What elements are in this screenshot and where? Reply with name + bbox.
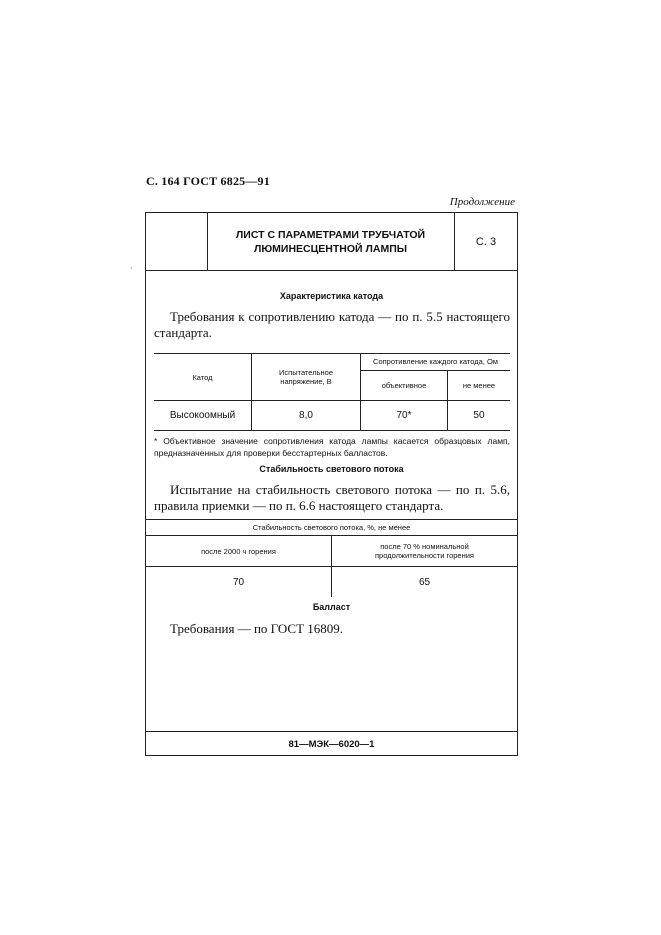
- parameter-sheet-frame: [145, 212, 518, 756]
- footer-code: 81—МЭК—6020—1: [146, 731, 517, 750]
- title-left-cell: [146, 213, 208, 270]
- sheet-title: ЛИСТ С ПАРАМЕТРАМИ ТРУБЧАТОЙ ЛЮМИНЕСЦЕНТНОЙ ЛАМПЫ: [207, 213, 455, 270]
- row-voltage: 8,0: [252, 401, 361, 431]
- row-min: 50: [447, 401, 510, 431]
- page-header: С. 164 ГОСТ 6825—91: [146, 174, 270, 188]
- col-objective-header: объективное: [361, 370, 448, 400]
- margin-mark: ˋ: [130, 266, 133, 275]
- cathode-heading: Характеристика катода: [279, 291, 384, 301]
- sheet-title-row: [146, 213, 517, 271]
- sheet-page-code: С. 3: [475, 235, 497, 248]
- row-objective: 70*: [361, 401, 448, 431]
- continuation-label: Продолжение: [449, 196, 515, 208]
- col-70pct-header: после 70 % номинальной продолжительности горения: [332, 536, 518, 567]
- val-2000h: 70: [146, 567, 332, 598]
- col-resistance-header: Сопротивление каждого катода, Ом: [361, 354, 511, 371]
- cathode-footnote: * Объективное значение сопротивления катода лампы касается образцовых ламп, предназначенных для проверки бесстартерных балластов.: [154, 436, 510, 458]
- col-min-header: не менее: [447, 370, 510, 400]
- ballast-requirement: Требования — по ГОСТ 16809.: [170, 621, 344, 636]
- cathode-requirement: Требования к сопротивлению катода — по п. 5.5 настоящего стандарта.: [154, 309, 510, 340]
- val-70pct: 65: [418, 576, 431, 588]
- col-cathode-header: Катод: [154, 354, 252, 401]
- ballast-heading: Балласт: [312, 602, 351, 612]
- flux-table: [146, 519, 517, 597]
- flux-table-header: Стабильность светового потока, %, не менее: [146, 520, 517, 536]
- col-voltage-header: Испытательное напряжение, В: [252, 354, 361, 401]
- cathode-table: [154, 353, 510, 431]
- col-2000h-header: после 2000 ч горения: [146, 536, 332, 567]
- row-cathode: Высокоомный: [154, 401, 252, 431]
- flux-heading: Стабильность светового потока: [259, 464, 404, 474]
- flux-requirement: Испытание на стабильность светового потока — по п. 5.6, правила приемки — по п. 6.6 настоящего стандарта.: [154, 482, 510, 513]
